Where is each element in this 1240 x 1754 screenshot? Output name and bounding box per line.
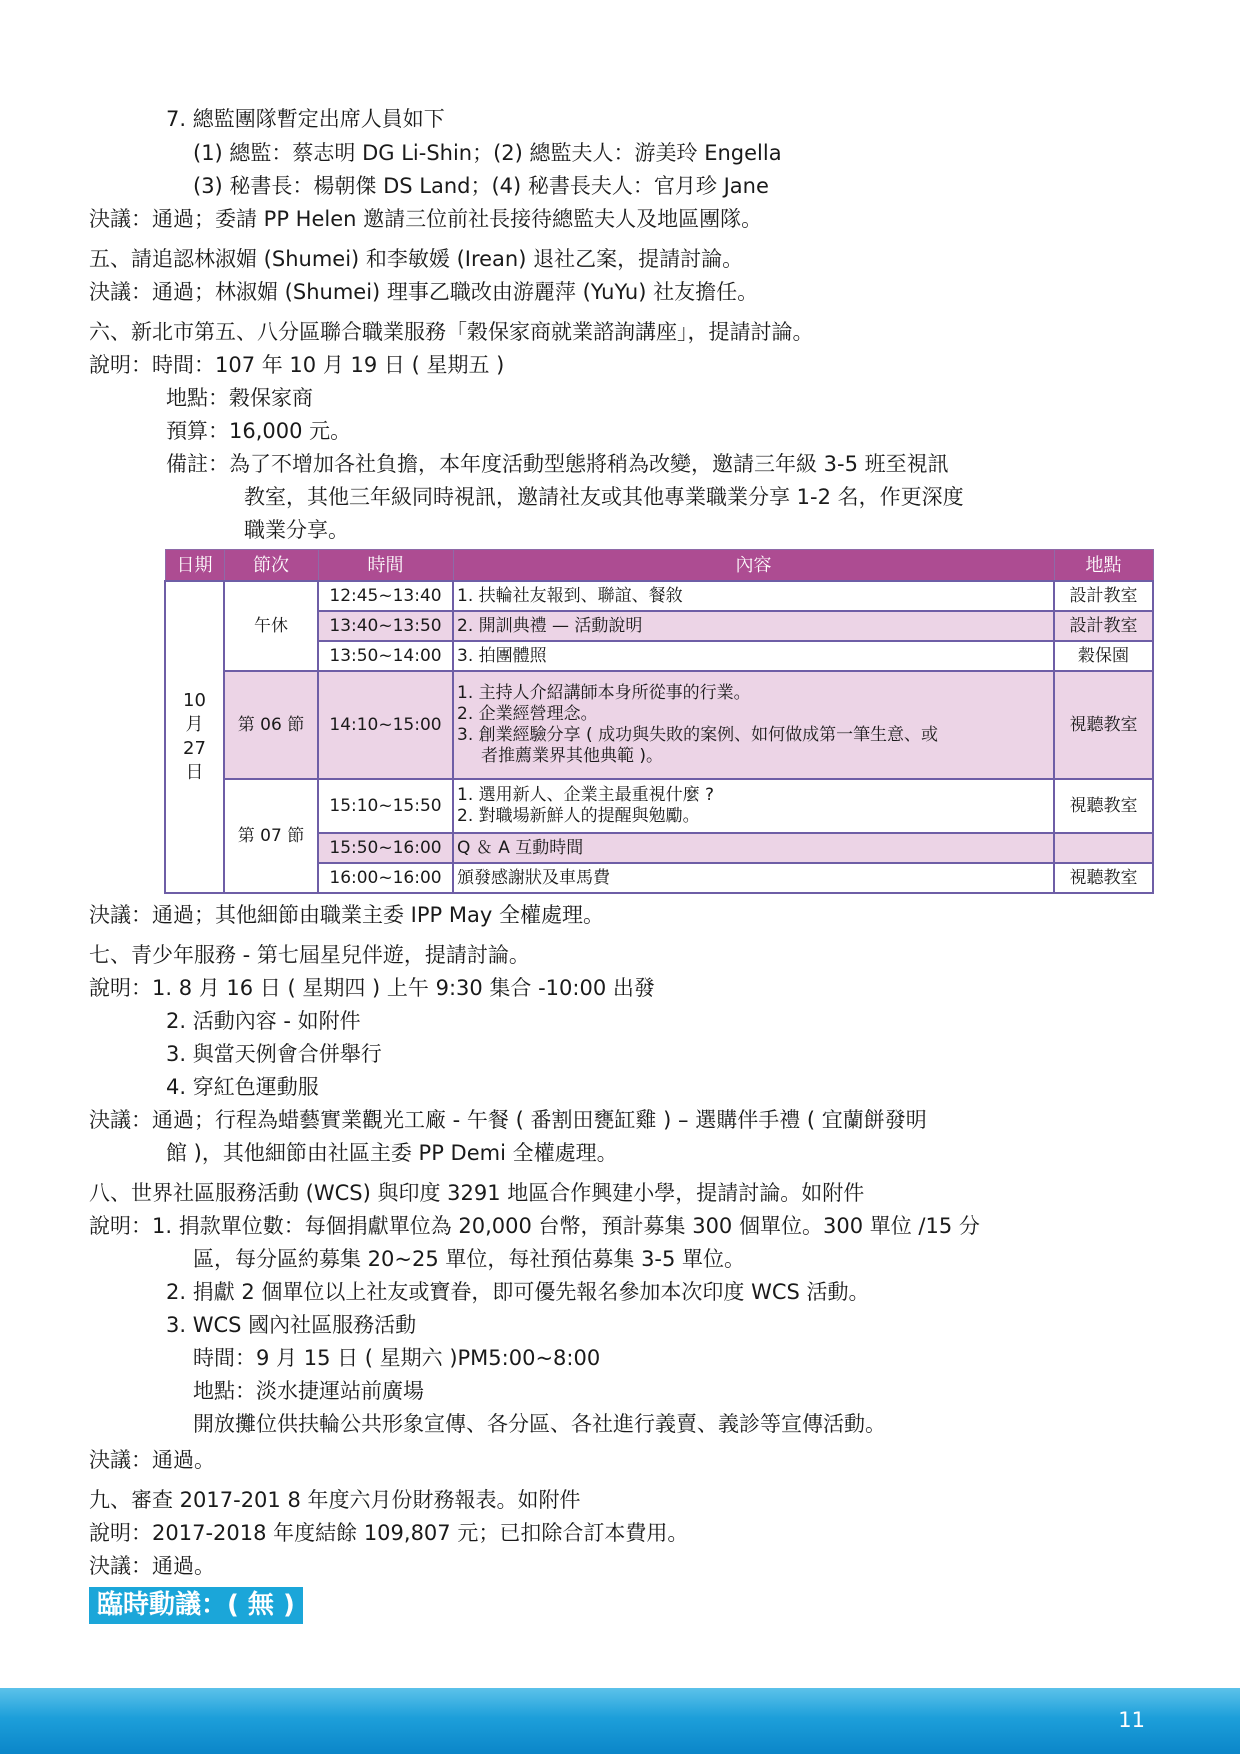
item-8-heading: 八、世界社區服務活動 (WCS) 與印度 3291 地區合作興建小學，提請討論。如附件 [89,1181,865,1205]
explanation-line: 3. WCS 國內社區服務活動 [166,1313,417,1337]
item-5-heading: 五、請追認林淑媚 (Shumei) 和李敏媛 (Irean) 退社乙案，提請討論。 [89,247,744,271]
content-cell: 3. 拍團體照 [453,641,1054,671]
schedule-table [164,549,1154,894]
item-7-heading: 7. 總監團隊暫定出席人員如下 [166,107,445,131]
resolution-text: 決議：通過；其他細節由職業主委 IPP May 全權處理。 [89,903,604,927]
item-6-heading: 六、新北市第五、八分區聯合職業服務「穀保家商就業諮詢講座」，提請討論。 [89,320,814,344]
place-cell: 設計教室 [1054,611,1153,641]
header-date: 日期 [165,550,224,582]
table-header-row [165,550,1153,582]
explanation-line: 2. 活動內容 - 如附件 [166,1009,361,1033]
item-7-heading: 七、青少年服務 - 第七屆星兒伴遊，提請討論。 [89,943,530,967]
date-cell: 10 月 27 日 [165,581,224,893]
time-cell: 16:00~16:00 [318,863,453,893]
time-cell: 14:10~15:00 [318,671,453,779]
place-cell: 穀保園 [1054,641,1153,671]
explanation-note-cont: 教室，其他三年級同時視訊，邀請社友或其他專業職業分享 1-2 名，作更深度 [244,485,964,509]
explanation-line: 說明：1. 8 月 16 日 ( 星期四 ) 上午 9:30 集合 -10:00 出發 [89,976,655,1000]
time-cell: 15:50~16:00 [318,833,453,863]
resolution-text-cont: 館 )，其他細節由社區主委 PP Demi 全權處理。 [166,1141,618,1165]
time-cell: 15:10~15:50 [318,779,453,833]
explanation-line: 開放攤位供扶輪公共形象宣傳、各分區、各社進行義賣、義診等宣傳活動。 [193,1412,886,1436]
explanation-line: 4. 穿紅色運動服 [166,1075,319,1099]
explanation-line: 3. 與當天例會合併舉行 [166,1042,382,1066]
explanation-note: 備註：為了不增加各社負擔，本年度活動型態將稍為改變，邀請三年級 3-5 班至視訊 [166,452,949,476]
table-row [165,581,1153,611]
place-cell [1054,833,1153,863]
time-cell: 13:40~13:50 [318,611,453,641]
attendee-line-1: (1) 總監：蔡志明 DG Li-Shin；(2) 總監夫人：游美玲 Engella [193,141,782,165]
explanation-place: 地點：穀保家商 [166,386,313,410]
explanation-line: 2. 捐獻 2 個單位以上社友或寶眷，即可優先報名參加本次印度 WCS 活動。 [166,1280,870,1304]
header-place: 地點 [1054,550,1153,582]
session-cell: 第 06 節 [224,671,318,779]
header-time: 時間 [318,550,453,582]
explanation-budget: 預算：16,000 元。 [166,419,352,443]
resolution-text: 決議：通過。 [89,1448,215,1472]
content-cell: 1. 選用新人、企業主最重視什麼 ? 2. 對職場新鮮人的提醒與勉勵。 [453,779,1054,833]
resolution-text: 決議：通過；林淑媚 (Shumei) 理事乙職改由游麗萍 (YuYu) 社友擔任。 [89,280,759,304]
place-cell: 視聽教室 [1054,863,1153,893]
header-session: 節次 [224,550,318,582]
time-cell: 13:50~14:00 [318,641,453,671]
extempore-motion-heading: 臨時動議：( 無 ) [89,1587,303,1624]
session-cell: 午休 [224,581,318,671]
header-content: 內容 [453,550,1054,582]
time-cell: 12:45~13:40 [318,581,453,611]
session-cell: 第 07 節 [224,779,318,893]
table-row [165,671,1153,779]
explanation-note-cont: 職業分享。 [244,518,349,542]
item-9-heading: 九、審查 2017-201 8 年度六月份財務報表。如附件 [89,1488,581,1512]
content-cell: 2. 開訓典禮 — 活動說明 [453,611,1054,641]
resolution-text: 決議：通過；委請 PP Helen 邀請三位前社長接待總監夫人及地區團隊。 [89,207,763,231]
place-cell: 視聽教室 [1054,779,1153,833]
attendee-line-2: (3) 秘書長：楊朝傑 DS Land；(4) 秘書長夫人：官月珍 Jane [193,174,769,198]
content-cell: 1. 主持人介紹講師本身所從事的行業。 2. 企業經營理念。 3. 創業經驗分享 ( 成功與失敗的案例、如何做成第一筆生意、或 者推薦業界其他典範 )。 [453,671,1054,779]
content-cell: 1. 扶輪社友報到、聯誼、餐敘 [453,581,1054,611]
table-row [165,779,1153,833]
page-number: 11 [1118,1708,1145,1732]
explanation-time: 說明：時間：107 年 10 月 19 日 ( 星期五 ) [89,353,505,377]
explanation-line: 說明：2017-2018 年度結餘 109,807 元；已扣除合訂本費用。 [89,1521,689,1545]
content-cell: 頒發感謝狀及車馬費 [453,863,1054,893]
resolution-text: 決議：通過；行程為蜡藝實業觀光工廠 - 午餐 ( 番割田甕缸雞 ) – 選購伴手禮 ( 宜蘭餅發明 [89,1108,927,1132]
explanation-line: 時間：9 月 15 日 ( 星期六 )PM5:00~8:00 [193,1346,601,1370]
footer-bar [0,1688,1240,1754]
resolution-text: 決議：通過。 [89,1554,215,1578]
place-cell: 視聽教室 [1054,671,1153,779]
explanation-line-cont: 區，每分區約募集 20~25 單位，每社預估募集 3-5 單位。 [193,1247,746,1271]
content-cell: Q ＆ A 互動時間 [453,833,1054,863]
explanation-line: 地點：淡水捷運站前廣場 [193,1379,424,1403]
explanation-line: 說明：1. 捐款單位數：每個捐獻單位為 20,000 台幣，預計募集 300 個單位。300 單位 /15 分 [89,1214,980,1238]
place-cell: 設計教室 [1054,581,1153,611]
